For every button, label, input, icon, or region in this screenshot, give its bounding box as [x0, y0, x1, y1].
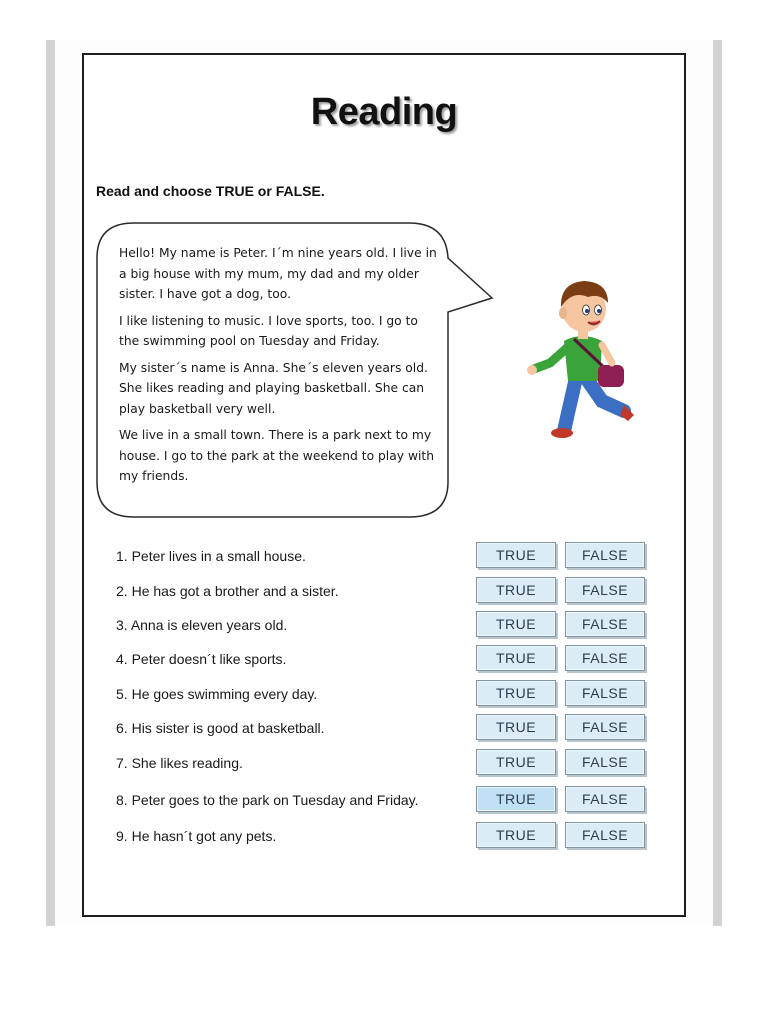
- story-text: [119, 243, 439, 493]
- question-text: [116, 828, 276, 844]
- question-item: [84, 577, 684, 607]
- true-button[interactable]: TRUE: [476, 749, 556, 775]
- question-number: 9.: [116, 828, 128, 844]
- question-item: [84, 786, 684, 816]
- instruction-text: Read and choose TRUE or FALSE.: [96, 183, 325, 199]
- question-number: 5.: [116, 686, 128, 702]
- false-button[interactable]: FALSE: [565, 822, 645, 848]
- question-text: [116, 755, 243, 771]
- true-button[interactable]: TRUE: [476, 680, 556, 706]
- story-paragraph: We live in a small town. There is a park next to my house. I go to the park at the weekend to play with my friends.: [119, 428, 435, 483]
- question-number: 7.: [116, 755, 128, 771]
- story-paragraph: Hello! My name is Peter. I´m nine years old. I live in a big house with my mum, my dad and my older sister. I have got a dog, too.: [119, 246, 437, 301]
- question-item: [84, 645, 684, 675]
- story-paragraph: My sister´s name is Anna. She´s eleven years old. She likes reading and playing basketball. She can play basketball very well.: [119, 360, 428, 416]
- true-button[interactable]: TRUE: [476, 786, 556, 812]
- question-number: 4.: [116, 651, 128, 667]
- question-item: [84, 714, 684, 744]
- story-paragraph: I like listening to music. I love sports, too. I go to the swimming pool on Tuesday and Friday.: [119, 313, 418, 348]
- page-shadow-right: [713, 40, 722, 926]
- question-statement: He hasn´t got any pets.: [131, 828, 277, 844]
- question-text: [116, 617, 287, 633]
- worksheet-title: Reading: [310, 91, 458, 133]
- question-number: 1.: [116, 548, 128, 564]
- question-number: 2.: [116, 583, 128, 599]
- question-item: [84, 749, 684, 779]
- question-text: [116, 583, 339, 599]
- question-number: 8.: [116, 792, 128, 808]
- question-item: [84, 542, 684, 572]
- question-statement: Anna is eleven years old.: [130, 617, 288, 633]
- question-statement: He has got a brother and a sister.: [131, 583, 339, 599]
- false-button[interactable]: FALSE: [565, 786, 645, 812]
- question-number: 3.: [116, 617, 128, 633]
- false-button[interactable]: FALSE: [565, 645, 645, 671]
- true-button[interactable]: TRUE: [476, 822, 556, 848]
- true-button[interactable]: TRUE: [476, 542, 556, 568]
- true-button[interactable]: TRUE: [476, 577, 556, 603]
- false-button[interactable]: FALSE: [565, 749, 645, 775]
- question-text: [116, 686, 317, 702]
- question-statement: She likes reading.: [131, 755, 243, 771]
- question-item: [84, 611, 684, 641]
- question-statement: Peter goes to the park on Tuesday and Friday.: [131, 792, 419, 808]
- boy-illustration: [524, 273, 649, 443]
- worksheet-frame: [82, 53, 686, 917]
- page-shadow-left: [46, 40, 55, 926]
- question-statement: Peter doesn´t like sports.: [131, 651, 287, 667]
- false-button[interactable]: FALSE: [565, 680, 645, 706]
- true-button[interactable]: TRUE: [476, 714, 556, 740]
- true-button[interactable]: TRUE: [476, 645, 556, 671]
- question-statement: Peter lives in a small house.: [131, 548, 306, 564]
- question-text: [116, 720, 325, 736]
- question-statement: His sister is good at basketball.: [131, 720, 325, 736]
- question-number: 6.: [116, 720, 128, 736]
- question-item: [84, 680, 684, 710]
- false-button[interactable]: FALSE: [565, 577, 645, 603]
- question-text: [116, 792, 419, 808]
- question-statement: He goes swimming every day.: [131, 686, 318, 702]
- question-text: [116, 548, 306, 564]
- false-button[interactable]: FALSE: [565, 542, 645, 568]
- true-button[interactable]: TRUE: [476, 611, 556, 637]
- question-item: [84, 822, 684, 852]
- question-text: [116, 651, 286, 667]
- false-button[interactable]: FALSE: [565, 611, 645, 637]
- false-button[interactable]: FALSE: [565, 714, 645, 740]
